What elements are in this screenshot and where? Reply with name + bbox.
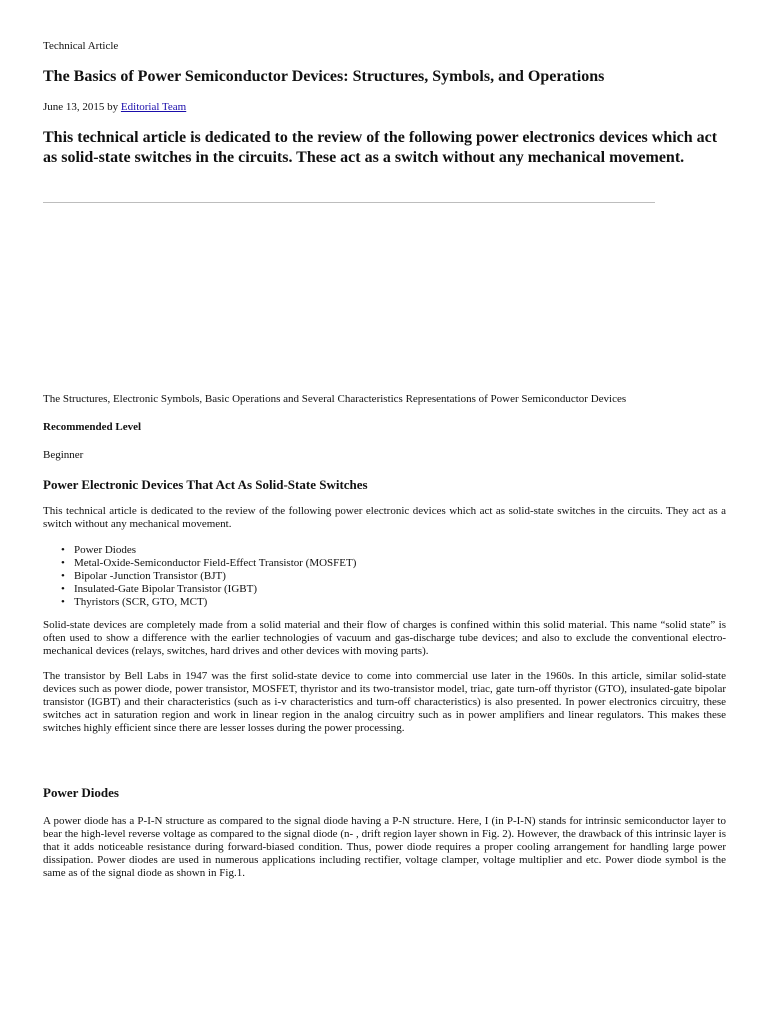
article-title: The Basics of Power Semiconductor Devices: Structures, Symbols, and Operations	[43, 68, 605, 85]
bullet-icon: •	[61, 596, 65, 608]
divider	[43, 202, 655, 203]
section2-paragraph-power-diode: A power diode has a P-I-N structure as compared to the signal diode having a P-N structure. Here, I (in P-I-N) stands for intrinsic semiconductor layer to bear the high-level reverse voltage as compared to the signal diode (n- , drift region layer shown in Fig. 2). However, the drawback of this intrinsic layer is that it adds noticeable resistance during forward-biased condition. Thus, power diode requires a proper cooling arrangement for handling large power dissipation. Power diodes are used in numerous applications including rectifier, voltage clamper, voltage multiplier and etc. Power diode symbol is the same as of the signal diode as shown in Fig.1.	[43, 815, 726, 879]
article-category: Technical Article	[43, 40, 119, 52]
device-list	[43, 544, 356, 609]
bullet-icon: •	[61, 570, 65, 582]
list-item	[61, 544, 356, 557]
publish-date: June 13, 2015 by	[43, 101, 119, 113]
list-item-text: Thyristors (SCR, GTO, MCT)	[74, 596, 208, 608]
list-item-text: Power Diodes	[74, 544, 137, 556]
list-item-text: Metal-Oxide-Semiconductor Field-Effect Transistor (MOSFET)	[74, 557, 357, 569]
recommended-level-label: Recommended Level	[43, 421, 142, 433]
article-lead: This technical article is dedicated to the review of the following power electronics devices which act as solid-state switches in the circuits. These act as a switch without any mechanical movement.	[43, 129, 718, 166]
section1-paragraph-transistor-history: The transistor by Bell Labs in 1947 was the first solid-state device to come into commercial use later in the 1960s. In this article, similar solid-state devices such as power diode, power transistor, MOSFET, thyristor and its two-transistor model, triac, gate turn-off thyristor (GTO), insulated-gate bipolar transistor (IGBT) and their characteristics (such as i-v characteristics and turn-off characteristics) is also presented. In power electronics circuitry, these switches act in saturation region and work in linear region in the analog circuitry such as in power amplifiers and linear regulators. This makes these switches highly efficient since there are lesser losses during the power processing.	[43, 670, 726, 734]
section-heading-solid-state-switches: Power Electronic Devices That Act As Solid-State Switches	[43, 477, 368, 492]
bullet-icon: •	[61, 557, 65, 569]
list-item	[61, 596, 356, 609]
figure-caption: The Structures, Electronic Symbols, Basic Operations and Several Characteristics Representations of Power Semiconductor Devices	[43, 393, 627, 405]
author-link[interactable]: Editorial Team	[120, 101, 187, 113]
list-item-text: Insulated-Gate Bipolar Transistor (IGBT)	[74, 583, 257, 595]
section-heading-power-diodes: Power Diodes	[43, 785, 119, 800]
recommended-level-value: Beginner	[43, 449, 84, 461]
list-item-text: Bipolar -Junction Transistor (BJT)	[74, 570, 226, 582]
section1-paragraph-solid-state: Solid-state devices are completely made from a solid material and their flow of charges is confined within this solid material. This name “solid state” is often used to show a difference with the earlier technologies of vacuum and gas-discharge tube devices; and also to exclude the conventional electro-mechanical devices (relays, switches, hard drives and other devices with moving parts).	[43, 619, 726, 657]
list-item	[61, 570, 356, 583]
list-item	[61, 557, 357, 570]
bullet-icon: •	[61, 583, 65, 595]
section1-intro: This technical article is dedicated to the review of the following power electronic devices which act as solid-state switches in the circuits. They act as a switch without any mechanical movement.	[43, 505, 726, 530]
bullet-icon: •	[61, 544, 65, 556]
list-item	[61, 583, 356, 596]
article-byline	[43, 101, 186, 114]
